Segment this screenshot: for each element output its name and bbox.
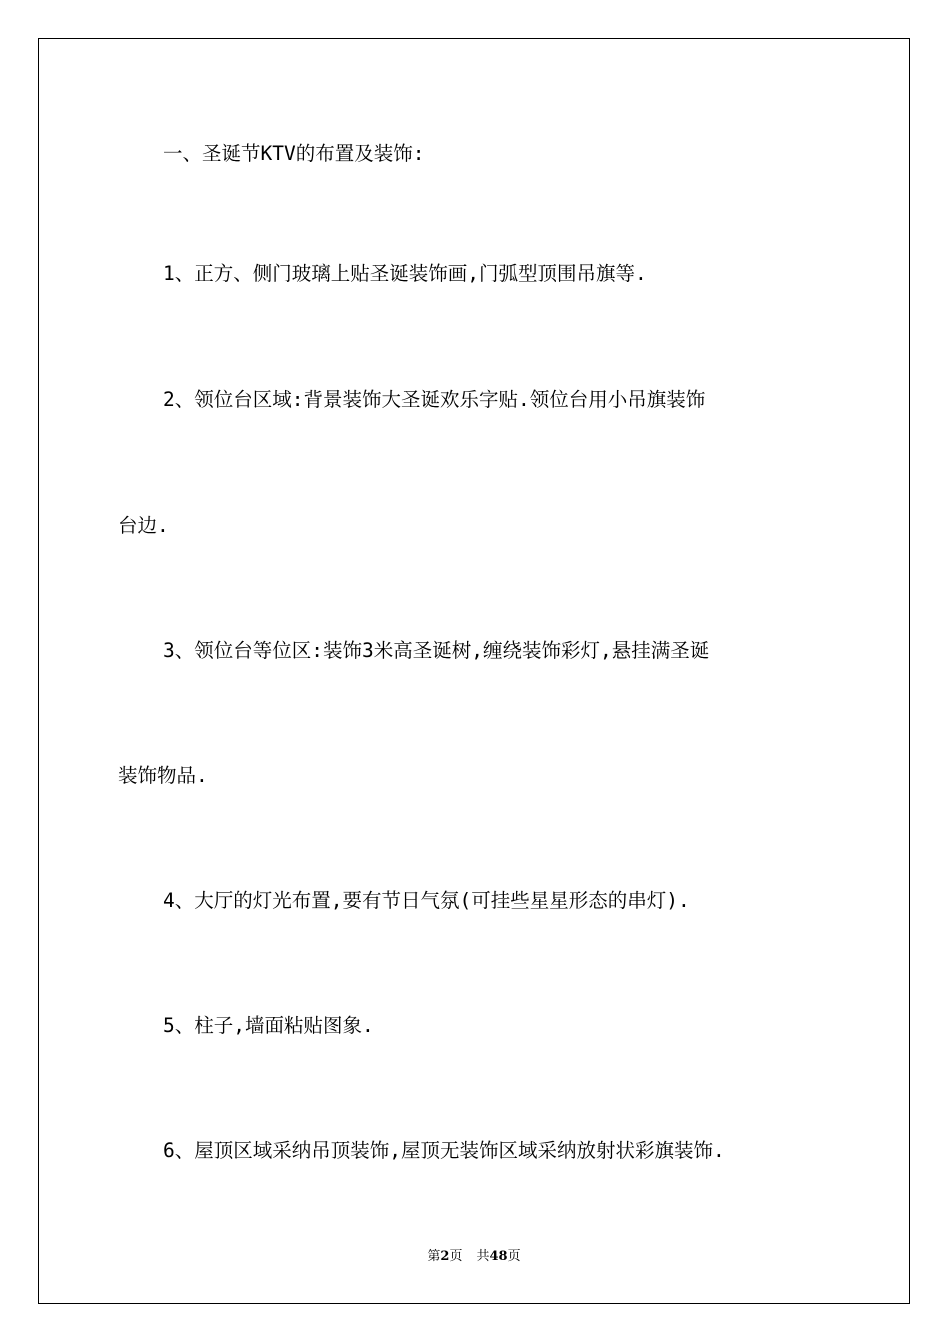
- section-heading: 一、圣诞节KTV的布置及装饰:: [163, 142, 425, 165]
- footer-page-prefix: 第: [427, 1249, 441, 1264]
- paragraph-item-2-continued: 台边.: [118, 514, 169, 537]
- footer-total-suffix: 页: [507, 1249, 521, 1264]
- paragraph-item-3: 3、领位台等位区:装饰3米高圣诞树,缠绕装饰彩灯,悬挂满圣诞: [163, 639, 710, 662]
- paragraph-item-2: 2、领位台区域:背景装饰大圣诞欢乐字贴.领位台用小吊旗装饰: [163, 388, 706, 411]
- footer-total-prefix: 共: [476, 1249, 490, 1264]
- paragraph-item-5: 5、柱子,墙面粘贴图象.: [163, 1014, 374, 1037]
- paragraph-item-4: 4、大厅的灯光布置,要有节日气氛(可挂些星星形态的串灯).: [163, 889, 690, 912]
- document-page: [38, 38, 910, 1304]
- paragraph-item-1: 1、正方、侧门玻璃上贴圣诞装饰画,门弧型顶围吊旗等.: [163, 262, 647, 285]
- paragraph-item-6: 6、屋顶区域采纳吊顶装饰,屋顶无装饰区域采纳放射状彩旗装饰.: [163, 1139, 725, 1162]
- footer-page-suffix: 页: [449, 1249, 463, 1264]
- paragraph-item-3-continued: 装饰物品.: [118, 764, 208, 787]
- footer-page-number: 2: [440, 1249, 450, 1264]
- page-footer: [39, 1245, 909, 1264]
- footer-total-pages: 48: [489, 1249, 508, 1264]
